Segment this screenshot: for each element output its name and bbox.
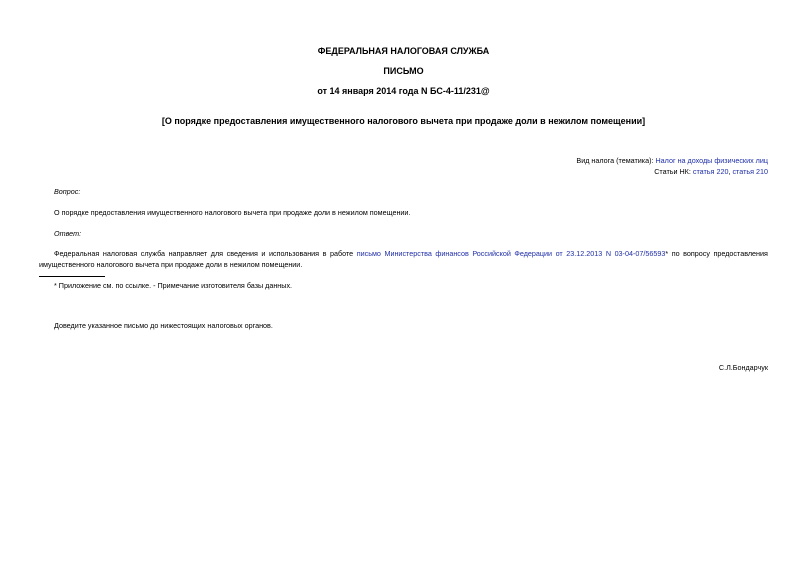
document-date-number: от 14 января 2014 года N БС-4-11/231@	[317, 86, 490, 96]
tax-articles-line	[654, 167, 768, 176]
tax-type-link[interactable]: Налог на доходы физических лиц	[655, 156, 768, 165]
answer-word: работе	[330, 249, 354, 258]
minfin-letter-link[interactable]: Министерства	[384, 249, 432, 258]
answer-word: направляет	[168, 249, 208, 258]
minfin-letter-link[interactable]: финансов	[435, 249, 469, 258]
article-210-link[interactable]: статья 210	[732, 167, 768, 176]
answer-word: по	[671, 249, 680, 258]
answer-word: сведения	[226, 249, 258, 258]
answer-word: налоговая	[102, 249, 138, 258]
minfin-letter-link[interactable]: 23.12.2013	[566, 249, 603, 258]
footnote-mark: *	[665, 249, 669, 258]
answer-line-2: имущественного налогового вычета при продаже доли в нежилом помещении.	[39, 259, 303, 269]
question-label: Вопрос:	[54, 187, 81, 196]
tax-type-line	[576, 156, 768, 165]
answer-word: использования	[268, 249, 320, 258]
minfin-letter-link[interactable]: 03-04-07/56593	[614, 249, 666, 258]
answer-label: Ответ:	[54, 229, 82, 238]
signatory-name: С.Л.Бондарчук	[718, 363, 768, 372]
minfin-letter-link[interactable]: письмо	[356, 249, 381, 258]
answer-word: в	[322, 249, 327, 258]
agency-name: ФЕДЕРАЛЬНАЯ НАЛОГОВАЯ СЛУЖБА	[317, 46, 490, 56]
articles-label: Статьи НК:	[654, 167, 693, 176]
document-subject: [О порядке предоставления имущественного налогового вычета при продаже доли в нежилом помещении]	[161, 116, 646, 126]
answer-body	[39, 249, 768, 270]
answer-word: Федеральная	[54, 249, 100, 258]
answer-word: для	[210, 249, 224, 258]
minfin-letter-link[interactable]: от	[555, 249, 563, 258]
minfin-letter-link[interactable]: Федерации	[514, 249, 553, 258]
question-text: О порядке предоставления имущественного налогового вычета при продаже доли в нежилом помещении.	[54, 208, 411, 217]
document-type: ПИСЬМО	[383, 66, 424, 76]
answer-line-1	[39, 249, 768, 260]
minfin-letter-link[interactable]: Российской	[472, 249, 511, 258]
footnote-divider	[39, 276, 105, 277]
footnote-text: * Приложение см. по ссылке. - Примечание изготовителя базы данных.	[54, 281, 293, 290]
answer-word: предоставления	[713, 249, 768, 258]
answer-word: вопросу	[683, 249, 710, 258]
answer-word: и	[261, 249, 266, 258]
articles-separator: ,	[728, 167, 733, 176]
article-220-link[interactable]: статья 220	[692, 167, 729, 176]
answer-word: служба	[140, 249, 166, 258]
minfin-letter-link[interactable]: N	[605, 249, 612, 258]
tax-type-label: Вид налога (тематика):	[576, 156, 656, 165]
closing-instruction: Доведите указанное письмо до нижестоящих налоговых органов.	[54, 321, 273, 330]
